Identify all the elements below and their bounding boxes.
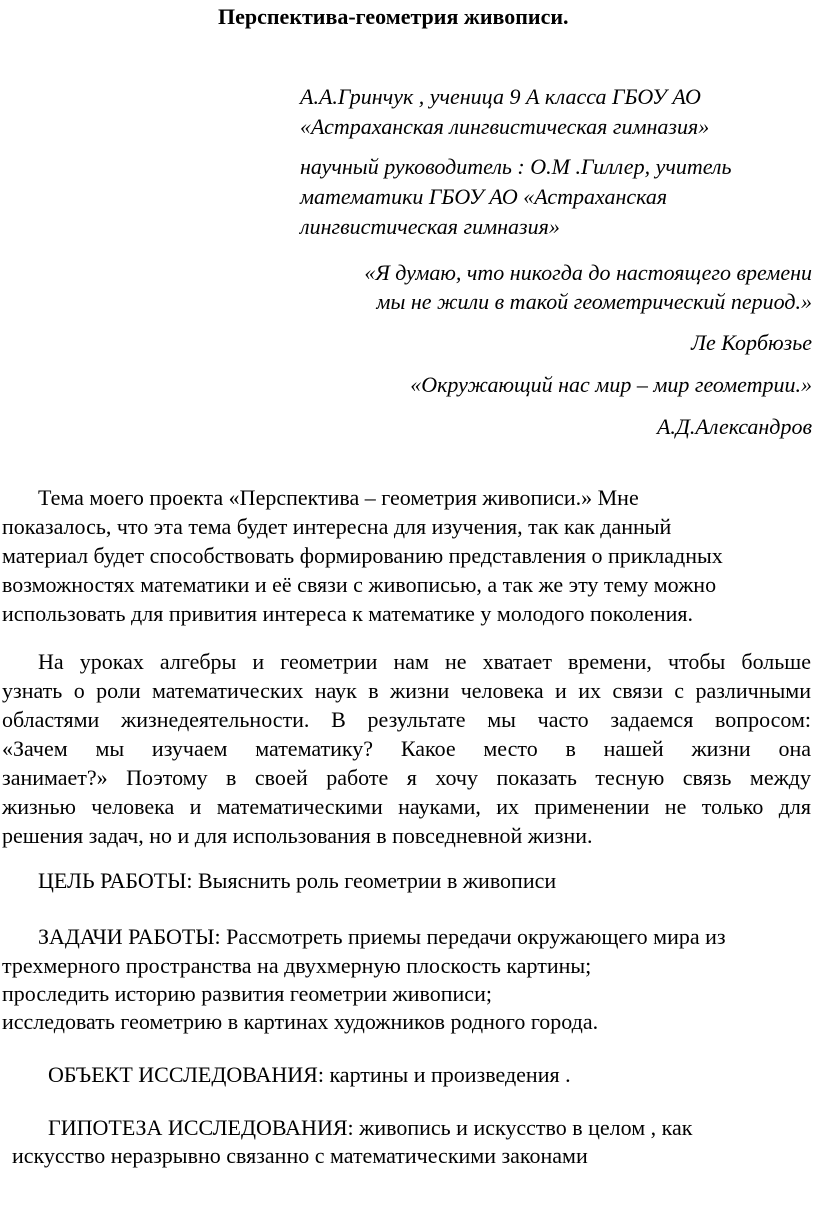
hypothesis-line-1: ГИПОТЕЗА ИССЛЕДОВАНИЯ: живопись и искусство в целом , как <box>48 1115 693 1140</box>
tasks-line-1: ЗАДАЧИ РАБОТЫ: Рассмотреть приемы передачи окружающего мира из <box>38 924 726 949</box>
tasks-line-3: проследить историю развития геометрии живописи; <box>2 981 492 1006</box>
author-line-1: А.А.Гринчук , ученица 9 А класса ГБОУ АО <box>300 84 701 109</box>
paragraph-motivation-line: жизнью человека и математическими науками, их применении не только для <box>2 794 811 819</box>
document-title: Перспектива-геометрия живописи. <box>218 4 569 29</box>
tasks-line-2: трехмерного пространства на двухмерную плоскость картины; <box>2 953 592 978</box>
paragraph-motivation-line: решения задач, но и для использования в повседневной жизни. <box>2 823 593 848</box>
author-line-2: «Астраханская лингвистическая гимназия» <box>300 114 710 139</box>
epigraph-1-line-1: «Я думаю, что никогда до настоящего времени <box>364 260 812 285</box>
paragraph-motivation-line: занимает?» Поэтому в своей работе я хочу показать тесную связь между <box>2 765 811 790</box>
epigraph-1-author: Ле Корбюзье <box>691 330 812 355</box>
paragraph-motivation-line: областями жизнедеятельности. В результате мы часто задаемся вопросом: <box>2 707 811 732</box>
object-line: ОБЪЕКТ ИССЛЕДОВАНИЯ: картины и произведения . <box>48 1062 571 1087</box>
paragraph-topic-line: Тема моего проекта «Перспектива – геометрия живописи.» Мне <box>38 485 639 510</box>
paragraph-topic-line: материал будет способствовать формированию представления о прикладных <box>2 543 723 568</box>
paragraph-motivation-line: узнать о роли математических наук в жизни человека и их связи с различными <box>2 678 811 703</box>
paragraph-motivation-line: На уроках алгебры и геометрии нам не хватает времени, чтобы больше <box>38 649 811 674</box>
tasks-line-4: исследовать геометрию в картинах художников родного города. <box>2 1009 599 1034</box>
paragraph-topic-line: показалось, что эта тема будет интересна для изучения, так как данный <box>2 514 672 539</box>
paragraph-topic <box>2 483 722 628</box>
paragraph-topic-line: возможностях математики и её связи с живописью, а так же эту тему можно <box>2 572 717 597</box>
paragraph-motivation <box>2 647 811 850</box>
goal-line: ЦЕЛЬ РАБОТЫ: Выяснить роль геометрии в живописи <box>38 868 557 893</box>
epigraph-2-author: А.Д.Александров <box>656 414 812 439</box>
supervisor-line-1: научный руководитель : О.М .Гиллер, учитель <box>300 154 732 179</box>
supervisor-line-2: математики ГБОУ АО «Астраханская <box>300 184 668 209</box>
hypothesis-line-2: искусство неразрывно связанно с математическими законами <box>12 1143 588 1168</box>
epigraph-1-line-2: мы не жили в такой геометрический период.» <box>376 289 812 314</box>
supervisor-line-3: лингвистическая гимназия» <box>300 214 560 239</box>
paragraph-motivation-line: «Зачем мы изучаем математику? Какое место в нашей жизни она <box>2 736 811 761</box>
paragraph-topic-line: использовать для привития интереса к математике у молодого поколения. <box>2 601 693 626</box>
epigraph-2-text: «Окружающий нас мир – мир геометрии.» <box>410 372 812 397</box>
